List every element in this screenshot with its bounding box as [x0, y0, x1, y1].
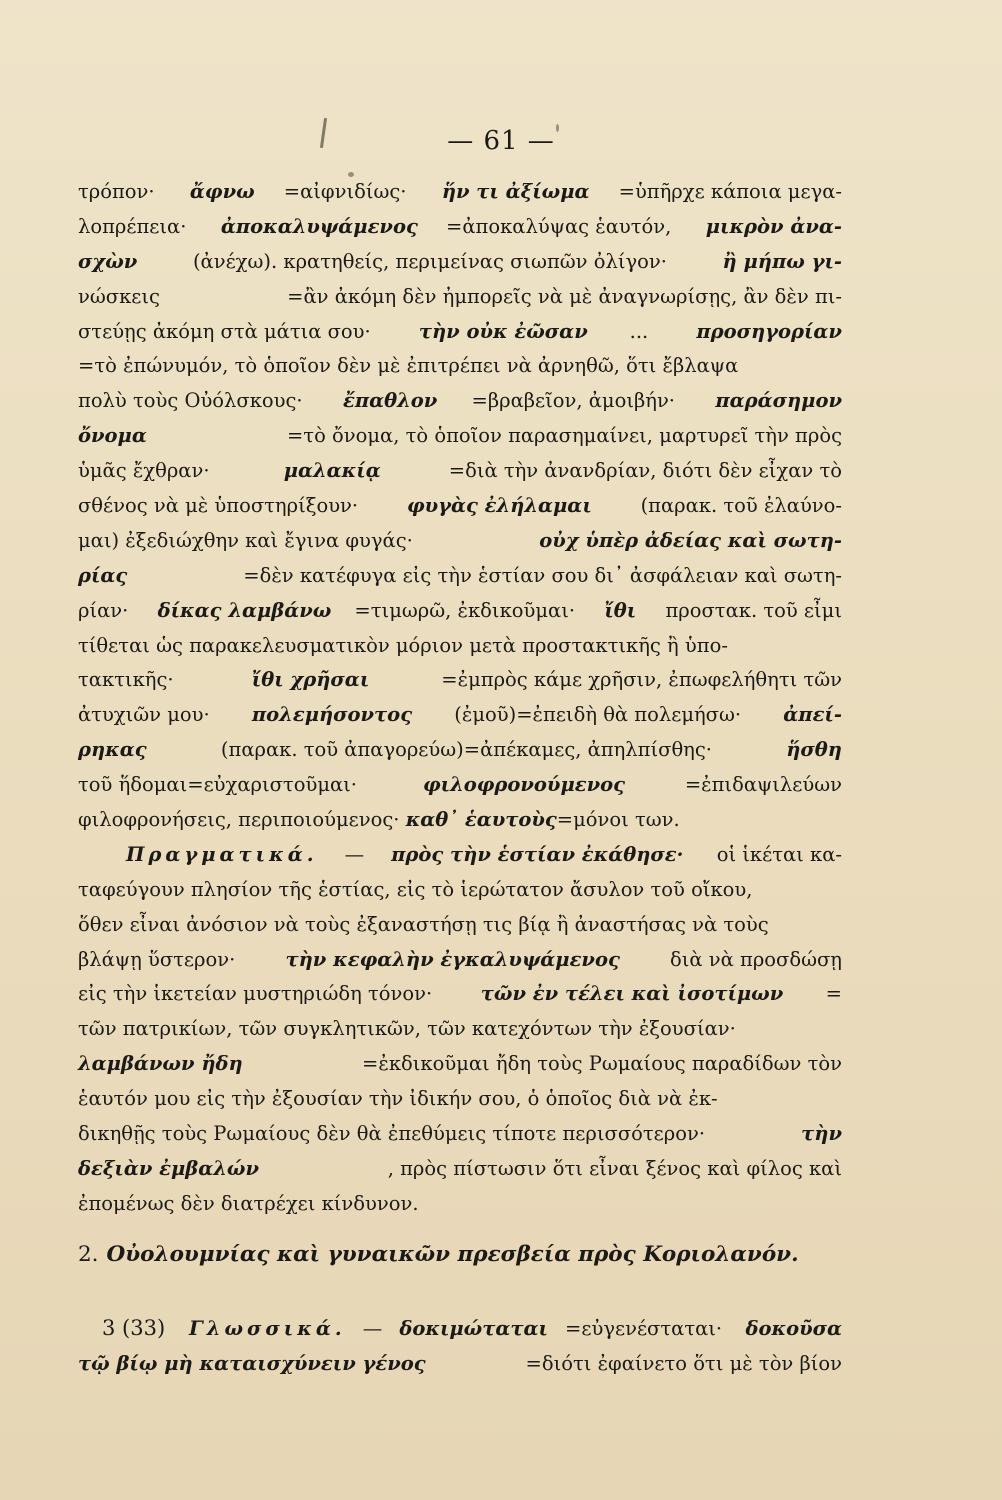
lemma-term: τὴν κεφαλὴν ἐγκαλυψάμενος [285, 947, 620, 971]
text-segment: =τιμωρῶ, ἐκδικοῦμαι· [354, 598, 582, 622]
text-line [78, 459, 842, 494]
text-line [78, 1017, 842, 1052]
text-segment: εἰς τὴν ἱκετείαν μυστηριώδη τόνον· [78, 982, 439, 1006]
text-segment: στεύῃς ἀκόμη στὰ μάτια σου· [78, 319, 377, 343]
lemma-term: ρίας [78, 563, 128, 587]
text-segment: δικηθῇς τοὺς Ρωμαίους δὲν θὰ ἐπεθύμεις τίποτε περισσότερον· [78, 1122, 712, 1146]
text-segment: φιλοφρονήσεις, περιποιούμενος· [78, 808, 406, 832]
section-title: Οὐολουμνίας καὶ γυναικῶν πρεσβεία πρὸς Κοριολανόν. [106, 1242, 799, 1267]
text-line [78, 738, 842, 773]
text-segment: προστακ. τοῦ εἶμι [659, 598, 842, 622]
text-segment: (ἐμοῦ)=ἐπειδὴ θὰ πολεμήσω· [448, 703, 748, 727]
lemma-term: ἢ μήπω γι- [722, 249, 842, 273]
text-line [78, 529, 842, 564]
lemma-term: φυγὰς ἐλήλαμαι [406, 494, 592, 518]
text-line [78, 285, 842, 320]
page-number: — 61 — [447, 126, 555, 156]
text-segment: =ἐκδικοῦμαι ἤδη τοὺς Ρωμαίους παραδίδων τὸν [362, 1052, 842, 1076]
section-3-notes [78, 1316, 842, 1388]
lemma-term: τῷ βίῳ μὴ καταισχύνειν γένος [78, 1352, 426, 1375]
text-segment: =τὸ ὄνομα, τὸ ὁποῖον παρασημαίνει, μαρτυρεῖ τὴν πρὸς [286, 424, 842, 448]
text-segment: τῶν πατρικίων, τῶν συγκλητικῶν, τῶν κατεχόντων τὴν ἐξουσίαν· [78, 1017, 736, 1041]
text-line [78, 948, 842, 983]
lemma-term: ἴθι χρῆσαι [251, 668, 370, 692]
text-line [78, 703, 842, 738]
text-segment: =βραβεῖον, ἀμοιβήν· [471, 389, 682, 413]
text-line [78, 1157, 842, 1192]
lemma-term: τὴν οὐκ ἐῶσαν [418, 319, 588, 343]
text-segment: =διότι ἐφαίνετο ὅτι μὲ τὸν βίον [525, 1352, 842, 1375]
text-segment: (παρακ. τοῦ ἀπαγορεύω)=ἀπέκαμες, ἀπηλπίσθης· [214, 738, 719, 762]
text-line [78, 773, 842, 808]
text-segment: τακτικῆς· [78, 668, 180, 692]
text-segment: οἱ ἱκέται κα- [710, 842, 842, 866]
commentary-text [78, 180, 842, 1227]
text-line [78, 843, 842, 878]
text-line [78, 250, 842, 285]
text-segment: Πραγματικά. [126, 842, 318, 866]
text-segment: λοπρέπεια· [78, 214, 193, 238]
text-segment: =διὰ τὴν ἀνανδρίαν, διότι δὲν εἶχαν τὸ [448, 459, 842, 483]
text-segment: =αἰφνιδίως· [283, 180, 413, 203]
text-segment: τρόπον· [78, 180, 161, 203]
lemma-term: μικρὸν ἀνα- [705, 214, 842, 238]
lemma-term: προσηγορίαν [696, 319, 842, 343]
text-segment: Γλωσσικά. [188, 1317, 346, 1340]
text-segment: σθένος νὰ μὲ ὑποστηρίξουν· [78, 494, 365, 518]
text-line [78, 1122, 842, 1157]
text-segment: διὰ νὰ προσδώσῃ [663, 947, 842, 971]
text-segment: =ὑπῆρχε κάποια μεγα- [618, 180, 842, 203]
text-line [78, 913, 842, 948]
section-heading [78, 1242, 842, 1267]
text-line [78, 1192, 842, 1227]
text-segment: βλάψῃ ὕστερον· [78, 947, 242, 971]
text-segment: , πρὸς πίστωσιν ὅτι εἶναι ξένος καὶ φίλος καὶ [387, 1156, 842, 1180]
text-segment: τοῦ ἥδομαι=εὐχαριστοῦμαι· [78, 773, 364, 797]
text-segment: =ἐμπρὸς κάμε χρῆσιν, ἐπωφελήθητι τῶν [441, 668, 842, 692]
text-segment: — [344, 842, 365, 866]
text-line [78, 808, 842, 843]
text-line [78, 982, 842, 1017]
paragraph-vocabulary-notes [78, 180, 842, 843]
text-line [78, 599, 842, 634]
lemma-term: ἥν τι ἀξίωμα [441, 180, 590, 203]
text-line [78, 354, 842, 389]
lemma-term: λαμβάνων ἤδη [78, 1052, 243, 1076]
text-segment: μαι) ἐξεδιώχθην καὶ ἔγινα φυγάς· [78, 528, 420, 552]
text-segment: — [362, 1317, 383, 1340]
text-segment: =εὐγενέσταται· [565, 1317, 729, 1340]
lemma-term: δοκοῦσα [745, 1317, 842, 1340]
text-segment: ἀτυχιῶν μου· [78, 703, 216, 727]
lemma-term: ἔπαθλον [342, 389, 438, 413]
text-line [78, 1087, 842, 1122]
text-line [78, 320, 842, 355]
lemma-term: σχὼν [78, 249, 138, 273]
text-segment: (παρακ. τοῦ ἐλαύνο- [634, 494, 842, 518]
text-line [78, 1052, 842, 1087]
text-line [78, 424, 842, 459]
lemma-term: δίκας λαμβάνω [157, 598, 332, 622]
text-line [78, 1316, 842, 1352]
text-segment: = [825, 982, 842, 1006]
text-segment: =τὸ ἐπώνυμόν, τὸ ὁποῖον δὲν μὲ ἐπιτρέπει νὰ ἀρνηθῶ, ὅτι ἔβλαψα [78, 354, 739, 378]
lemma-term: μαλακίᾳ [283, 459, 381, 483]
text-segment: ἐπομένως δὲν διατρέχει κίνδυνον. [78, 1191, 419, 1215]
lemma-term: πολεμήσοντος [251, 703, 413, 727]
text-segment: =ἂν ἀκόμη δὲν ἠμπορεῖς νὰ μὲ ἀναγνωρίσῃς, ἂν δὲν πι- [287, 284, 842, 308]
text-segment: =ἐπιδαψιλεύων [684, 773, 842, 797]
text-segment: νώσκεις [78, 284, 160, 308]
text-segment: τίθεται ὡς παρακελευσματικὸν μόριον μετὰ προστακτικῆς ἢ ὑπο- [78, 633, 728, 657]
lemma-term: οὐχ ὑπὲρ ἀδείας καὶ σωτη- [539, 528, 842, 552]
lemma-term: τῶν ἐν τέλει καὶ ἰσοτίμων [480, 982, 784, 1006]
lemma-term: ἄφνω [189, 180, 255, 203]
lemma-term: παράσημον [715, 389, 842, 413]
lemma-term: ἀπεί- [783, 703, 842, 727]
text-segment: ρίαν· [78, 598, 135, 622]
text-line [78, 389, 842, 424]
text-segment: ταφεύγουν πλησίον τῆς ἑστίας, εἰς τὸ ἱερώτατον ἄσυλον τοῦ οἴκου, [78, 877, 753, 901]
text-line [78, 494, 842, 529]
lemma-term: φιλοφρονούμενος [423, 773, 625, 797]
text-line [78, 564, 842, 599]
lemma-term: δοκιμώταται [399, 1317, 548, 1340]
lemma-term: ἴθι [604, 598, 637, 622]
lemma-term: ὄνομα [78, 424, 147, 448]
lemma-term: τὴν [801, 1122, 842, 1146]
text-line [78, 180, 842, 215]
text-segment: =δὲν κατέφυγα εἰς τὴν ἑστίαν σου δι᾿ ἀσφάλειαν καὶ σωτη- [243, 563, 842, 587]
text-line [78, 634, 842, 669]
text-line [78, 668, 842, 703]
paragraph-factual-notes [78, 843, 842, 1227]
paper-speck [348, 172, 354, 177]
lemma-term: ἀποκαλυψάμενος [220, 214, 418, 238]
lemma-term: ἥσθη [786, 738, 842, 762]
text-segment: ὑμᾶς ἔχθραν· [78, 459, 216, 483]
text-segment: =μόνοι των. [556, 808, 680, 832]
lemma-term: δεξιὰν ἐμβαλών [78, 1156, 260, 1180]
lemma-term: πρὸς τὴν ἑστίαν ἐκάθησε· [391, 842, 684, 866]
section-number: 2. [78, 1242, 99, 1267]
lemma-term: ρηκας [78, 738, 147, 762]
text-segment: (ἀνέχω). κρατηθείς, περιμείνας σιωπῶν ὀλίγον· [186, 249, 674, 273]
text-segment: ὅθεν εἶναι ἀνόσιον νὰ τοὺς ἐξαναστήσῃ τις βίᾳ ἢ ἀναστήσας νὰ τοὺς [78, 912, 769, 936]
text-segment: ... [629, 319, 655, 343]
text-line [78, 215, 842, 250]
text-line [78, 878, 842, 913]
text-segment: ἑαυτόν μου εἰς τὴν ἐξουσίαν τὴν ἰδικήν σου, ὁ ὁποῖος διὰ νὰ ἐκ- [78, 1087, 718, 1111]
lemma-term: καθ᾿ ἑαυτοὺς [405, 808, 557, 832]
text-segment: 3 (33) [102, 1316, 172, 1340]
text-segment: =ἀποκαλύψας ἑαυτόν, [446, 214, 678, 238]
text-segment: πολὺ τοὺς Οὐόλσκους· [78, 389, 309, 413]
text-line [78, 1352, 842, 1388]
